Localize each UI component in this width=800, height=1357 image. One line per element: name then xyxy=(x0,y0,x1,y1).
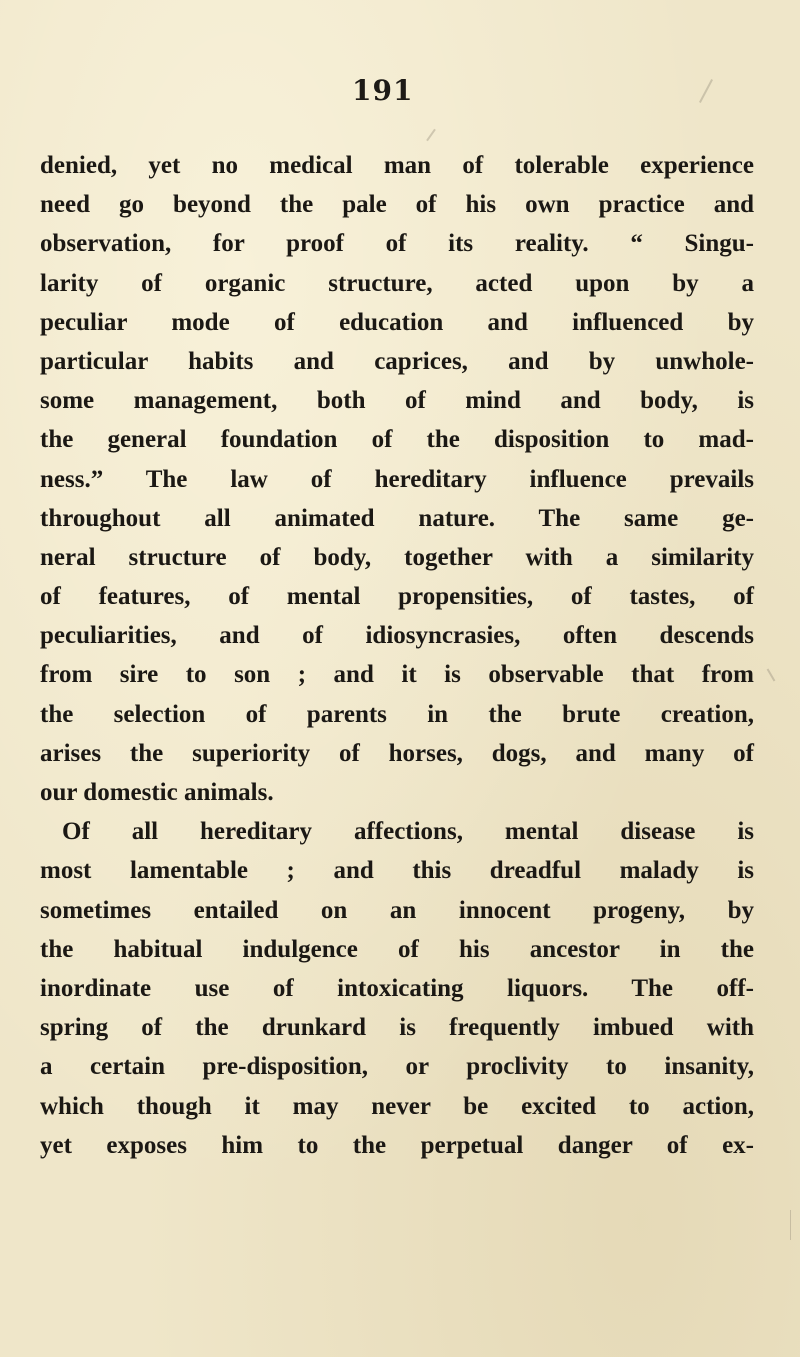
text-line: the selection of parents in the brute creation, xyxy=(40,700,754,728)
body-text xyxy=(40,146,754,1165)
text-line: peculiarities, and of idiosyncrasies, often descends xyxy=(40,622,754,650)
paper-mark xyxy=(699,79,713,103)
paper-mark xyxy=(767,668,776,681)
text-line: need go beyond the pale of his own practice and xyxy=(40,191,754,219)
text-line: denied, yet no medical man of tolerable experience xyxy=(40,152,754,179)
text-line: a certain pre-disposition, or proclivity to insanity, xyxy=(40,1053,754,1081)
page-number: 191 xyxy=(352,74,414,107)
text-line: which though it may never be excited to action, xyxy=(40,1092,754,1120)
text-line: yet exposes him to the perpetual danger of ex- xyxy=(40,1131,754,1159)
text-line: our domestic animals. xyxy=(40,779,274,806)
text-line: the general foundation of the disposition to mad- xyxy=(40,426,754,454)
text-line: some management, both of mind and body, is xyxy=(40,387,754,415)
text-line: peculiar mode of education and influenced by xyxy=(40,308,754,336)
paragraph xyxy=(40,812,754,1165)
text-line: observation, for proof of its reality. “ Singu- xyxy=(40,230,754,258)
text-line: arises the superiority of horses, dogs, and many of xyxy=(40,739,754,767)
text-line: particular habits and caprices, and by unwhole- xyxy=(40,347,754,375)
text-line: larity of organic structure, acted upon by a xyxy=(40,269,754,297)
paragraph xyxy=(40,146,754,812)
text-line: of features, of mental propensities, of tastes, of xyxy=(40,583,754,611)
paper-mark xyxy=(790,1210,791,1240)
text-line: ness.” The law of hereditary influence prevails xyxy=(40,465,754,493)
text-line: most lamentable ; and this dreadful malady is xyxy=(40,857,754,885)
text-line: sometimes entailed on an innocent progeny, by xyxy=(40,896,754,924)
text-line: from sire to son ; and it is observable that from xyxy=(40,661,754,689)
text-line: Of all hereditary affections, mental disease is xyxy=(62,818,754,846)
text-line: throughout all animated nature. The same ge- xyxy=(40,504,754,532)
text-line: inordinate use of intoxicating liquors. The off- xyxy=(40,974,754,1002)
text-line: spring of the drunkard is frequently imbued with xyxy=(40,1014,754,1042)
paper-mark xyxy=(426,129,436,142)
text-line: neral structure of body, together with a similarity xyxy=(40,543,754,571)
text-line: the habitual indulgence of his ancestor in the xyxy=(40,935,754,963)
